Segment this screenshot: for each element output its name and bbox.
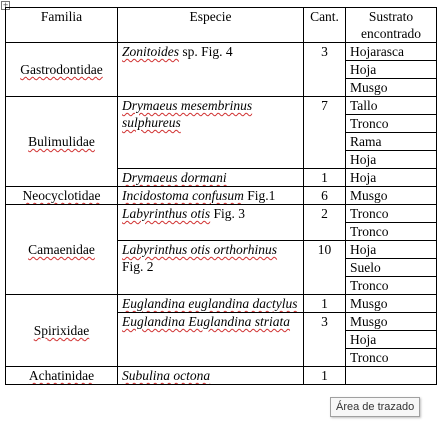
substrate-cell: Hoja <box>346 151 437 169</box>
substrate-cell: Tronco <box>346 115 437 133</box>
species-name: Drymaeus dormani <box>122 170 227 185</box>
substrate-cell: Hoja <box>346 241 437 259</box>
species-cell <box>118 169 304 187</box>
species-name: Subulina octona <box>122 368 211 383</box>
substrate-cell: Hojarasca <box>346 43 437 61</box>
species-cell <box>118 205 304 241</box>
species-table-body <box>6 8 437 385</box>
family-name: Neocyclotidae <box>22 188 101 203</box>
substrate-cell <box>346 367 437 385</box>
species-suffix: Fig. 3 <box>210 206 246 221</box>
species-cell <box>118 241 304 295</box>
count-cell: 3 <box>304 313 346 367</box>
chart-area-tooltip: Área de trazado <box>330 397 420 417</box>
table-row <box>6 97 437 115</box>
species-suffix: Fig.1 <box>243 188 276 203</box>
substrate-cell: Musgo <box>346 187 437 205</box>
species-name: Euglandina euglandina dactylus <box>122 296 298 311</box>
species-name: Euglandina Euglandina striata <box>122 314 291 329</box>
count-cell: 10 <box>304 241 346 295</box>
substrate-cell: Musgo <box>346 79 437 97</box>
species-suffix: sp. Fig. 4 <box>179 44 233 59</box>
family-cell <box>6 295 118 367</box>
family-cell <box>6 97 118 187</box>
family-name: Achatinidae <box>28 368 95 383</box>
species-cell <box>118 187 304 205</box>
species-name: Labyrinthus otis <box>122 206 211 221</box>
count-cell: 6 <box>304 187 346 205</box>
table-row <box>6 187 437 205</box>
family-cell <box>6 43 118 97</box>
substrate-cell: Tronco <box>346 277 437 295</box>
family-name: Bulimulidae <box>28 134 95 149</box>
species-cell <box>118 295 304 313</box>
count-cell: 3 <box>304 43 346 97</box>
count-cell: 1 <box>304 367 346 385</box>
substrate-cell: Tallo <box>346 97 437 115</box>
substrate-cell: Tronco <box>346 205 437 223</box>
header-familia: Familia <box>6 8 118 43</box>
family-name: Camaenidae <box>28 242 95 257</box>
table-move-handle[interactable]: + <box>2 1 9 9</box>
species-cell <box>118 367 304 385</box>
header-sustrato: Sustrato encontrado <box>346 8 437 43</box>
header-cant: Cant. <box>304 8 346 43</box>
substrate-cell: Hoja <box>346 331 437 349</box>
substrate-cell: Suelo <box>346 259 437 277</box>
family-cell <box>6 205 118 295</box>
species-cell <box>118 313 304 367</box>
table-row <box>6 295 437 313</box>
species-table <box>5 7 437 385</box>
species-cell <box>118 97 304 169</box>
count-cell: 2 <box>304 205 346 241</box>
substrate-cell: Rama <box>346 133 437 151</box>
species-name: Incidostoma confusum <box>122 188 244 203</box>
substrate-cell: Musgo <box>346 295 437 313</box>
header-especie: Especie <box>118 8 304 43</box>
header-row <box>6 8 437 43</box>
substrate-cell: Tronco <box>346 223 437 241</box>
table-row <box>6 367 437 385</box>
substrate-cell: Hoja <box>346 61 437 79</box>
species-name: Drymaeus mesembrinus sulphureus <box>122 98 253 130</box>
substrate-cell: Musgo <box>346 313 437 331</box>
species-cell <box>118 43 304 97</box>
substrate-cell: Hoja <box>346 169 437 187</box>
count-cell: 1 <box>304 295 346 313</box>
family-name: Gastrodontidae <box>20 62 103 77</box>
substrate-cell: Tronco <box>346 349 437 367</box>
species-name: Zonitoides <box>122 44 180 59</box>
count-cell: 1 <box>304 169 346 187</box>
species-name: Labyrinthus otis orthorhinus <box>122 242 278 257</box>
family-cell <box>6 367 118 385</box>
count-cell: 7 <box>304 97 346 169</box>
species-suffix: Fig. 2 <box>122 259 154 274</box>
table-row <box>6 205 437 223</box>
table-row <box>6 43 437 61</box>
family-cell <box>6 187 118 205</box>
family-name: Spirixidae <box>33 323 90 338</box>
